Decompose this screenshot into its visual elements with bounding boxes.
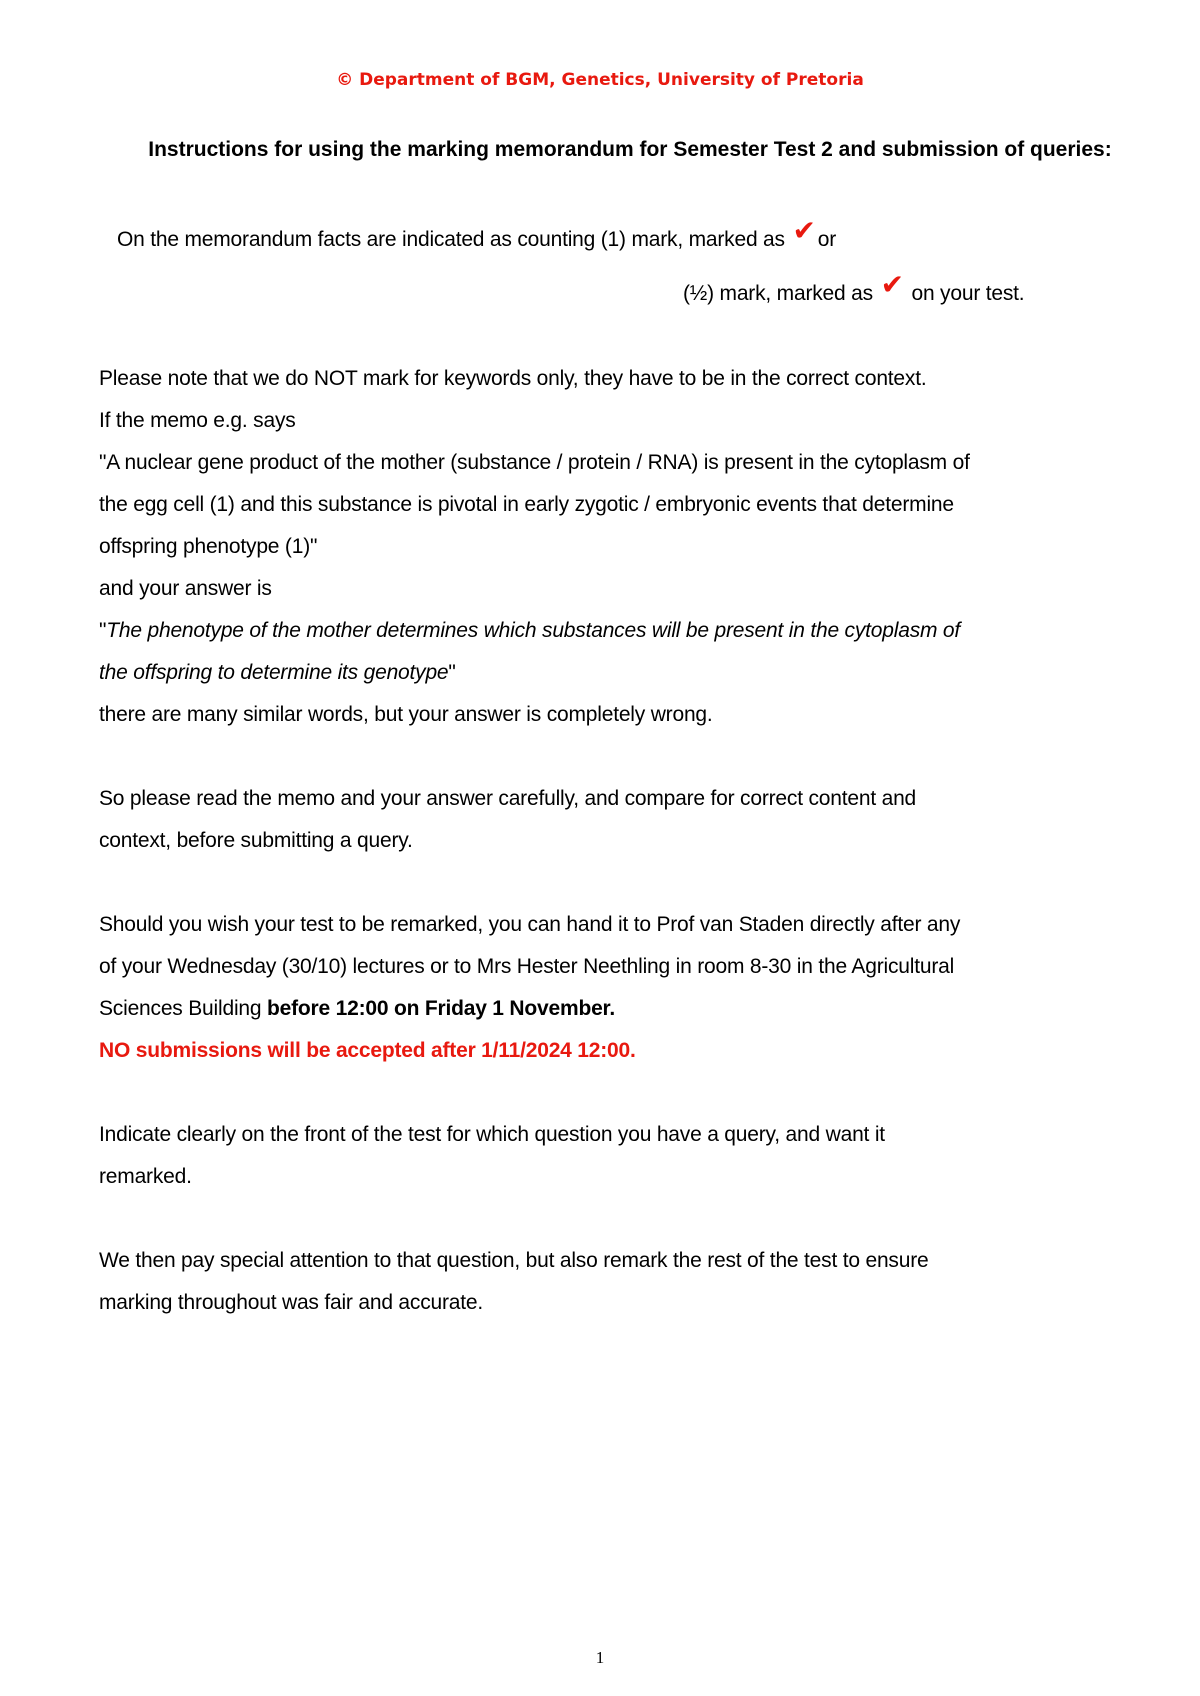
remark-line-1: Should you wish your test to be remarked, you can hand it to Prof van Staden directly after any: [99, 913, 961, 936]
read-memo-line-1: So please read the memo and your answer carefully, and compare for correct content and: [99, 787, 917, 810]
answer-close-quote: ": [448, 661, 456, 684]
wrong-answer-note: there are many similar words, but your answer is completely wrong.: [99, 703, 713, 726]
memo-quote-line-3: offspring phenotype (1)": [99, 535, 318, 558]
indicate-line-2: remarked.: [99, 1165, 192, 1188]
student-answer-line-2: [99, 652, 456, 694]
document-title: Instructions for using the marking memorandum for Semester Test 2 and submission of queries:: [148, 138, 1112, 161]
answer-open-quote: ": [99, 619, 107, 642]
no-submissions-warning: NO submissions will be accepted after 1/11/2024 12:00.: [99, 1039, 636, 1062]
check-mark-icon: ✔: [880, 268, 904, 301]
remark-line-3: [99, 988, 615, 1030]
student-answer-text-2: the offspring to determine its genotype: [99, 661, 449, 684]
remark-line-3-text: Sciences Building: [99, 997, 267, 1020]
remark-deadline: before 12:00 on Friday 1 November.: [267, 997, 615, 1020]
memo-quote-line-1: "A nuclear gene product of the mother (substance / protein / RNA) is present in the cytoplasm of: [99, 451, 970, 474]
remark-line-2: of your Wednesday (30/10) lectures or to Mrs Hester Neethling in room 8-30 in the Agricultural: [99, 955, 955, 978]
marks-line-two-text: (½) mark, marked as: [683, 282, 873, 305]
memo-quote-line-2: the egg cell (1) and this substance is pivotal in early zygotic / embryonic events that determine: [99, 493, 954, 516]
read-memo-line-2: context, before submitting a query.: [99, 829, 413, 852]
marks-line-one: [117, 214, 837, 254]
marks-line-two: [683, 268, 1025, 308]
student-answer-line-1: [99, 610, 960, 652]
memo-intro: If the memo e.g. says: [99, 409, 296, 432]
marks-line-two-suffix: on your test.: [911, 282, 1025, 305]
page-number: 1: [595, 1648, 605, 1667]
marks-line-one-text: On the memorandum facts are indicated as counting (1) mark, marked as: [117, 228, 785, 251]
answer-intro: and your answer is: [99, 577, 272, 600]
copyright-header: © Department of BGM, Genetics, University of Pretoria: [336, 70, 864, 90]
check-mark-icon: ✔: [792, 214, 816, 247]
attention-line-2: marking throughout was fair and accurate.: [99, 1291, 484, 1314]
indicate-line-1: Indicate clearly on the front of the test for which question you have a query, and want it: [99, 1123, 885, 1146]
marks-line-one-suffix: or: [817, 228, 837, 251]
attention-line-1: We then pay special attention to that question, but also remark the rest of the test to ensure: [99, 1249, 929, 1272]
student-answer-text-1: The phenotype of the mother determines which substances will be present in the cytoplasm of: [106, 619, 961, 642]
keywords-note: Please note that we do NOT mark for keywords only, they have to be in the correct context.: [99, 367, 927, 390]
